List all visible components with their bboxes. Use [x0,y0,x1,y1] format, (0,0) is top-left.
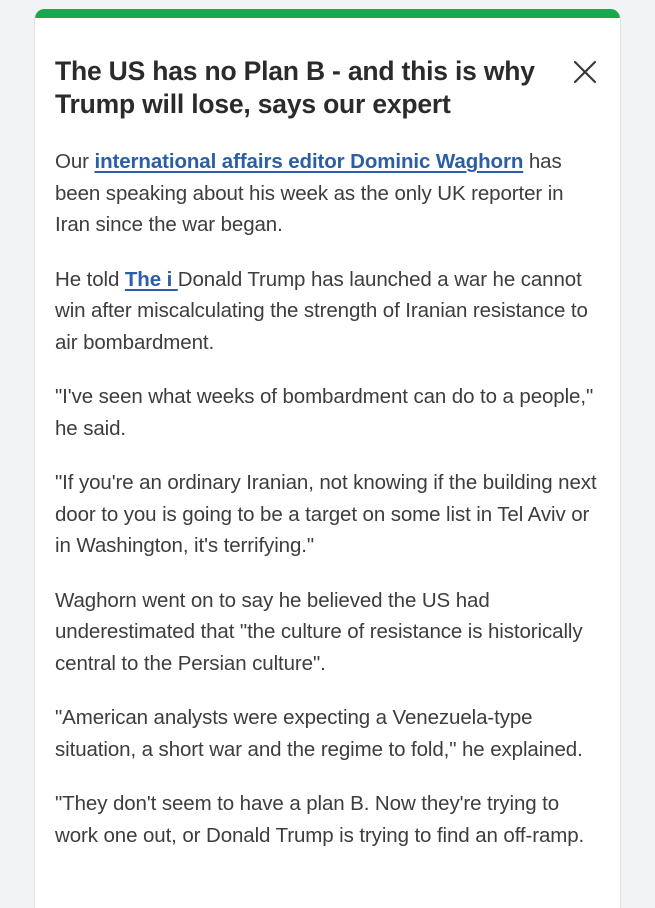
paragraph-4: "If you're an ordinary Iranian, not knowing if the building next door to you is going to be a target on some list in Tel Aviv or in Washington, it's terrifying." [55,471,597,557]
paragraph-2 [55,264,603,359]
link-the-i[interactable]: The i [124,267,178,291]
live-update-card [34,9,621,908]
paragraph-text: He told [55,267,125,291]
paragraph-7: "They don't seem to have a plan B. Now they're trying to work one out, or Donald Trump is trying to find an off-ramp. [55,792,585,847]
paragraph-3: "I've seen what weeks of bombardment can do to a people," he said. [55,385,594,440]
paragraph-1 [55,146,603,241]
card-accent-bar [35,9,620,18]
close-icon [573,60,597,84]
close-button[interactable] [570,57,600,87]
card-header [55,55,600,121]
paragraph-text: Our [55,150,95,173]
article-body [55,146,603,874]
headline: The US has no Plan B - and this is why Trump will lose, says our expert [55,56,535,119]
paragraph-5: Waghorn went on to say he believed the US had underestimated that "the culture of resistance is historically central to the Persian culture". [55,588,583,675]
paragraph-text: has been speaking about his week as the only UK reporter in Iran since the war began. [55,150,564,236]
paragraph-6: "American analysts were expecting a Venezuela-type situation, a short war and the regime to fold," he explained. [55,706,583,761]
paragraph-text: Donald Trump has launched a war he cannot win after miscalculating the strength of Iranian resistance to air bombardment. [55,267,588,354]
link-dominic-waghorn[interactable]: international affairs editor Dominic Waghorn [94,150,524,173]
